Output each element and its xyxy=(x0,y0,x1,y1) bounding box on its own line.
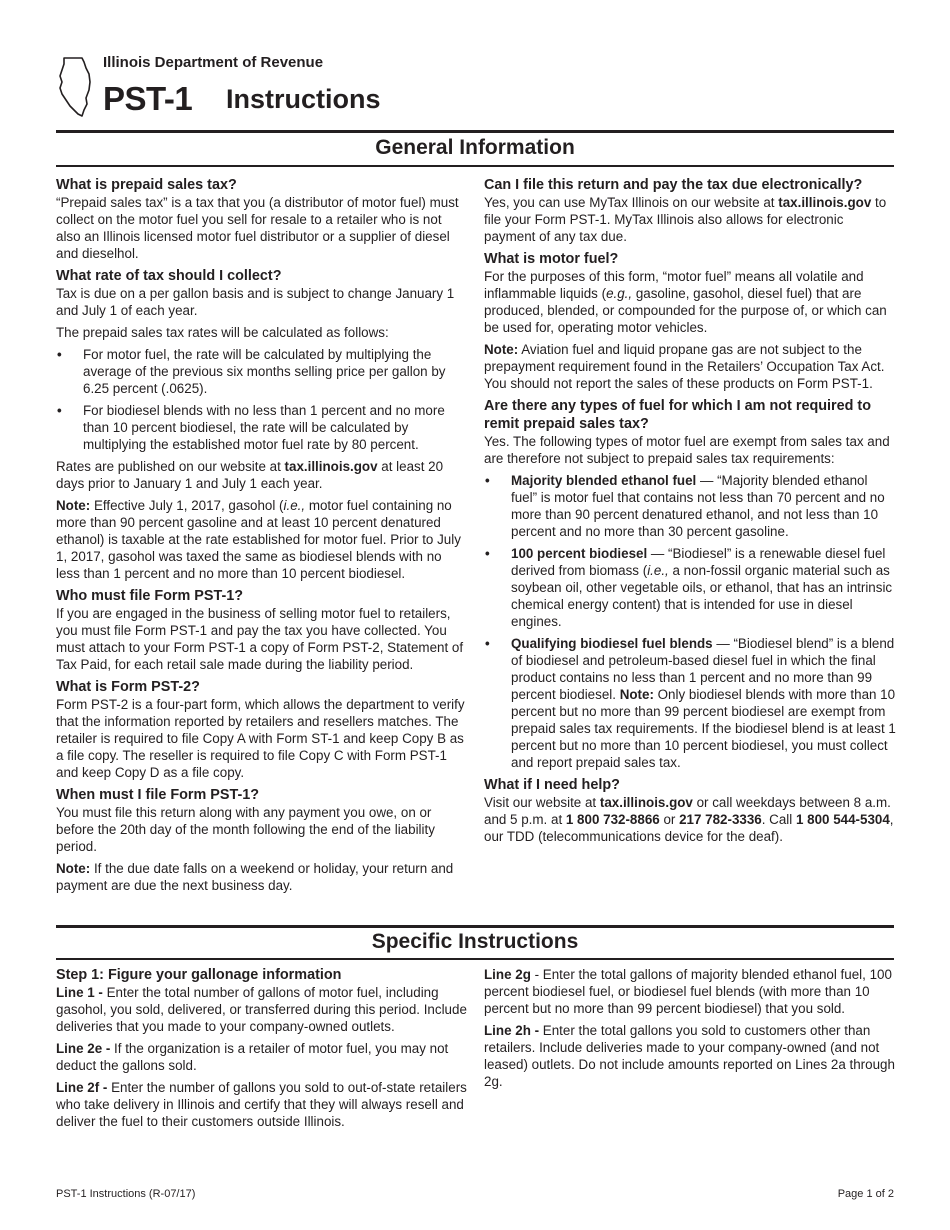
phone-number: 1 800 732-8866 xyxy=(565,812,660,827)
heading-what-is-pst2: What is Form PST-2? xyxy=(56,679,200,695)
specific-rule-top xyxy=(56,925,894,928)
text-who-must-file: If you are engaged in the business of selling motor fuel to retailers, you must file Form PST-1 and pay the tax you have collected. You must attach to your Form PST-1 a copy of Form PST-2, Statement of Tax Paid, for each retail sale made during the liability period. xyxy=(56,606,464,672)
text-file-electronically: Yes, you can use MyTax Illinois on our website at tax.illinois.gov to file your Form PST-1. MyTax Illinois also allows for electronic payment of any tax due. xyxy=(484,195,887,244)
phone-number: 217 782-3336 xyxy=(679,812,762,827)
page-number: Page 1 of 2 xyxy=(837,1188,894,1200)
text-rates-published: Rates are published on our website at tax.illinois.gov at least 20 days prior to January 1 and July 1 each year. xyxy=(56,459,444,491)
page-header xyxy=(56,52,896,122)
heading-exempt-fuels: Are there any types of fuel for which I am not required to remit prepaid sales tax? xyxy=(484,398,872,432)
specific-right-column xyxy=(484,966,896,1095)
text-line2h: Line 2h - Enter the total gallons you sold to customers other than retailers. Include deliveries made to your company-owned (and not leased) outlets. Do not include amounts reported on Lines 2a through 2g. xyxy=(484,1023,895,1089)
general-information-title: General Information xyxy=(375,136,575,159)
text-need-help: Visit our website at tax.illinois.gov or call weekdays between 8 a.m. and 5 p.m. at 1 800 732-8866 or 217 782-3336. Call 1 800 544-5304, our TDD (telecommunications device for the deaf). xyxy=(484,795,894,844)
heading-rate-of-tax: What rate of tax should I collect? xyxy=(56,268,282,284)
text-line2g: Line 2g - Enter the total gallons of majority blended ethanol fuel, 100 percent biodiesel fuel, or biodiesel fuel blends (with more than 10 percent but no more than 99 percent biodiesel) that you sold. xyxy=(484,967,892,1016)
list-item: • Qualifying biodiesel fuel blends — “Biodiesel blend” is a blend of biodiesel and petroleum-based diesel fuel in which the final product contains no less than 1 percent and no more than 99 percent biodiesel. Note: Only biodiesel blends with more than 10 percent but no more than 99 percent biodiesel are exempt from prepaid sales tax requirements. If the biodiesel blend is at least 1 percent but no more than 10 percent biodiesel, you must collect and report prepaid sales tax. xyxy=(484,635,896,771)
department-name: Illinois Department of Revenue xyxy=(103,54,324,71)
website-link: tax.illinois.gov xyxy=(599,795,693,810)
specific-left-column xyxy=(56,966,468,1135)
text-rate-due: Tax is due on a per gallon basis and is subject to change January 1 and July 1 of each year. xyxy=(56,286,455,318)
text-motor-fuel: For the purposes of this form, “motor fuel” means all volatile and inflammable liquids (e.g., gasoline, gasohol, diesel fuel) that are produced, blended, or compounded for the purpose of, or which can be used for, operating motor vehicles. xyxy=(484,269,887,335)
list-item: • 100 percent biodiesel — “Biodiesel” is a renewable diesel fuel derived from biomass (i.e., a non-fossil organic material such as soybean oil, other vegetable oils, or ethanol, that has an intrinsic chemical energy content) that is intended for use in diesel engines. xyxy=(484,545,896,630)
list-item: • For biodiesel blends with no less than 1 percent and no more than 10 percent biodiesel, the rate will be calculated by multiplying the established motor fuel rate by 80 percent. xyxy=(56,402,468,453)
form-number: PST-1 xyxy=(103,80,193,117)
text-line1: Line 1 - Enter the total number of gallons of motor fuel, including gasohol, you sold, delivered, or transferred during this period. Include deliveries that you made to your company-owned outlets. xyxy=(56,985,467,1034)
rate-bullet-list xyxy=(56,346,468,453)
heading-file-electronically: Can I file this return and pay the tax due electronically? xyxy=(484,177,863,193)
heading-prepaid-sales-tax: What is prepaid sales tax? xyxy=(56,177,237,193)
illinois-state-outline-icon xyxy=(56,54,96,118)
list-item: • Majority blended ethanol fuel — “Majority blended ethanol fuel” is motor fuel that contains not less than 70 percent and no more than 90 percent denatured ethanol, and not less than 10 percent and no more than 30 percent gasoline. xyxy=(484,472,896,540)
note-due-date: Note: If the due date falls on a weekend or holiday, your return and payment are due the next business day. xyxy=(56,861,454,893)
website-link: tax.illinois.gov xyxy=(284,459,378,474)
general-information-rule xyxy=(56,165,894,167)
heading-motor-fuel: What is motor fuel? xyxy=(484,251,619,267)
specific-instructions-title: Specific Instructions xyxy=(371,930,579,953)
heading-who-must-file: Who must file Form PST-1? xyxy=(56,588,244,604)
text-rate-calculated: The prepaid sales tax rates will be calculated as follows: xyxy=(56,325,389,340)
text-line2e: Line 2e - If the organization is a retailer of motor fuel, you may not deduct the gallons sold. xyxy=(56,1041,449,1073)
list-item: • For motor fuel, the rate will be calculated by multiplying the average of the previous six months selling price per gallon by 6.25 percent (.0625). xyxy=(56,346,468,397)
general-right-column xyxy=(484,176,896,850)
heading-need-help: What if I need help? xyxy=(484,777,620,793)
note-gasohol: Note: Effective July 1, 2017, gasohol (i.e., motor fuel containing no more than 90 percent gasoline and at least 10 percent denatured ethanol) is taxable at the rate established for motor fuel. Prior to July 1, 2017, gasohol was taxed the same as biodiesel blends with no less than 1 percent and no more than 10 percent biodiesel. xyxy=(56,498,461,581)
specific-rule-bottom xyxy=(56,958,894,960)
website-link: tax.illinois.gov xyxy=(778,195,872,210)
heading-when-file: When must I file Form PST-1? xyxy=(56,787,260,803)
exempt-bullet-list xyxy=(484,472,896,771)
header-rule xyxy=(56,130,894,133)
tdd-number: 1 800 544-5304 xyxy=(795,812,890,827)
text-line2f: Line 2f - Enter the number of gallons you sold to out-of-state retailers who take delivery in Illinois and certify that they will always resell and deliver the fuel to their customers outside Illinois. xyxy=(56,1080,467,1129)
text-prepaid-sales-tax: “Prepaid sales tax” is a tax that you (a distributor of motor fuel) must collect on the motor fuel you sell for resale to a retailer who is not also an Illinois licensed motor fuel distributor or a supplier of diesel and dieselhol. xyxy=(56,195,459,261)
text-exempt-intro: Yes. The following types of motor fuel are exempt from sales tax and are therefore not subject to prepaid sales tax requirements: xyxy=(484,434,890,466)
heading-step1: Step 1: Figure your gallonage information xyxy=(56,967,342,983)
note-aviation-fuel: Note: Aviation fuel and liquid propane gas are not subject to the prepayment requirement found in the Retailers’ Occupation Tax Act. You should not report the sales of these products on Form PST-1. xyxy=(484,342,885,391)
form-revision: PST-1 Instructions (R-07/17) xyxy=(56,1188,196,1200)
general-left-column xyxy=(56,176,468,899)
page-title: Instructions xyxy=(226,84,381,114)
text-when-file: You must file this return along with any payment you owe, on or before the 20th day of the month following the end of the liability period. xyxy=(56,805,435,854)
text-what-is-pst2: Form PST-2 is a four-part form, which allows the department to verify that the information reported by retailers and resellers matches. The retailer is required to file Copy A with Form ST-1 and keep Copy B as a file copy. The reseller is required to file Copy C with Form PST-1 and keep Copy D as a file copy. xyxy=(56,697,465,780)
